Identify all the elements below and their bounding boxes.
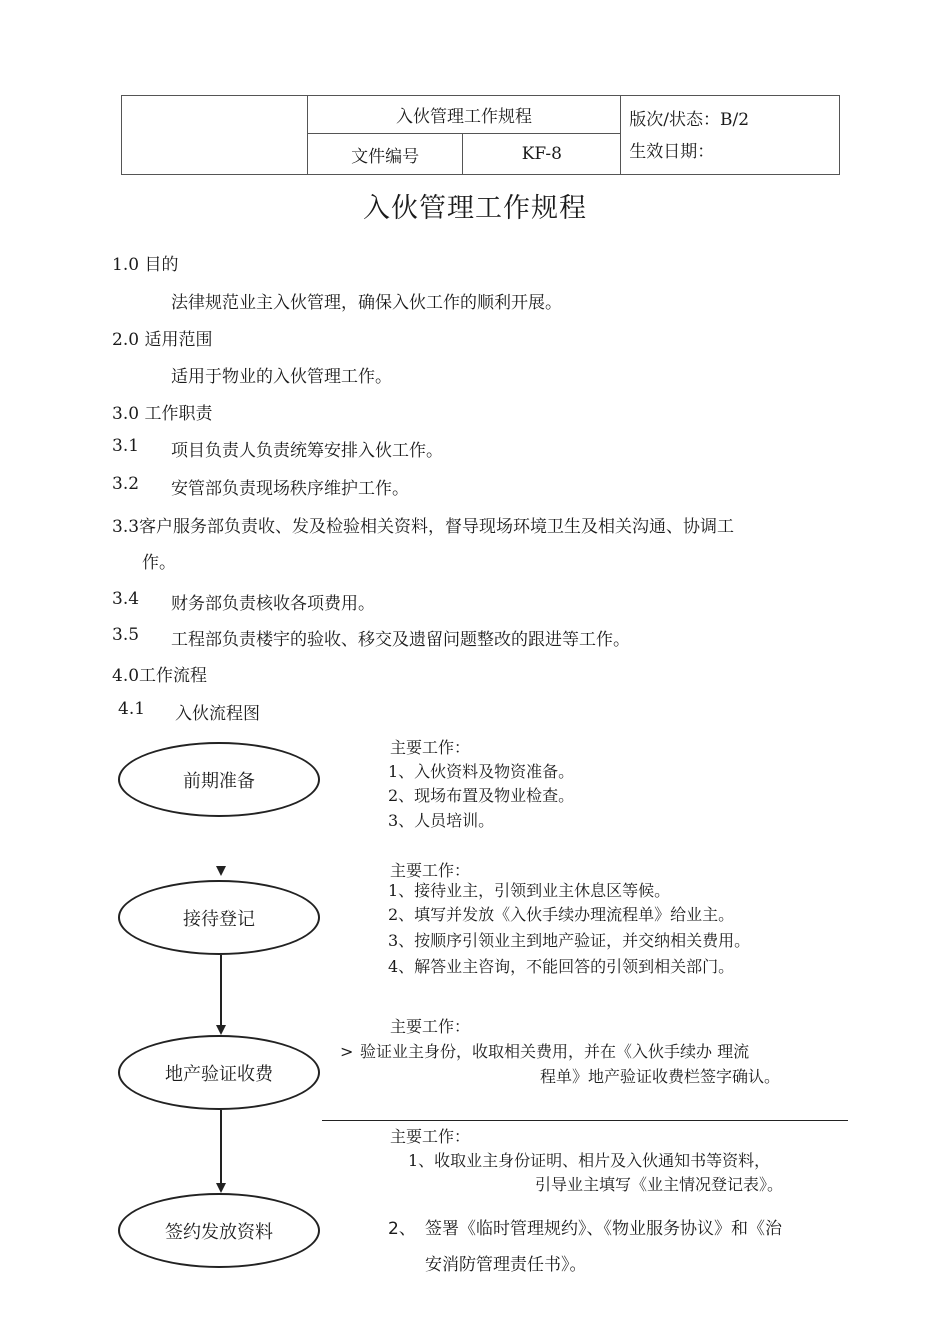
- step2-item-3: 3、按顺序引领业主到地产验证，并交纳相关费用。: [388, 931, 751, 950]
- header-table: [121, 95, 840, 175]
- section-3-5-number: 3.5: [112, 625, 140, 645]
- section-1-text: 法律规范业主入伙管理，确保入伙工作的顺利开展。: [171, 293, 562, 313]
- section-3-4-text: 财务部负责核收各项费用。: [171, 594, 375, 614]
- logo-cell: [122, 96, 308, 175]
- section-4-1-text: 入伙流程图: [175, 704, 260, 724]
- step4-item1-line2: 引导业主填写《业主情况登记表》。: [535, 1175, 784, 1194]
- step2-item-4: 4、解答业主咨询，不能回答的引领到相关部门。: [388, 957, 735, 976]
- step4-item2-line1: 签署《临时管理规约》、《物业服务协议》和《治: [425, 1219, 782, 1239]
- section-3-3-text: 3.3客户服务部负责收、发及检验相关资料，督导现场环境卫生及相关沟通、协调工: [112, 517, 735, 537]
- effective-date-text: 生效日期：: [629, 142, 715, 162]
- section-2-text: 适用于物业的入伙管理工作。: [171, 367, 392, 387]
- version-cell: [621, 96, 840, 175]
- step2-heading: 主要工作：: [390, 861, 471, 880]
- section-4-heading: 4.0工作流程: [112, 666, 208, 686]
- doc-title-cell: 入伙管理工作规程: [307, 96, 621, 134]
- section-1-heading: 1.0 目的: [112, 255, 179, 275]
- step3-line-1: 验证业主身份，收取相关费用，并在《入伙手续办 理流: [360, 1042, 750, 1061]
- step4-heading: 主要工作：: [390, 1127, 471, 1146]
- section-3-3-continued: 作。: [142, 553, 176, 573]
- divider-line: [322, 1120, 848, 1121]
- step3-bullet-icon: >: [340, 1042, 354, 1061]
- section-4-1-number: 4.1: [118, 699, 146, 719]
- section-2-heading: 2.0 适用范围: [112, 330, 213, 350]
- step1-item-1: 1、入伙资料及物资准备。: [388, 762, 575, 781]
- section-3-1-text: 项目负责人负责统筹安排入伙工作。: [171, 441, 443, 461]
- arrow-head-1: [216, 866, 226, 876]
- section-3-4-number: 3.4: [112, 589, 140, 609]
- section-3-5-text: 工程部负责楼宇的验收、移交及遗留问题整改的跟进等工作。: [171, 630, 630, 650]
- step2-item-1: 1、接待业主，引领到业主休息区等候。: [388, 881, 671, 900]
- connector-2-3: [220, 955, 222, 1025]
- step1-item-3: 3、人员培训。: [388, 811, 495, 830]
- doc-number-label: 文件编号: [307, 134, 463, 175]
- section-3-2-number: 3.2: [112, 474, 140, 494]
- flow-step-2: 接待登记: [118, 880, 320, 955]
- page-title: 入伙管理工作规程: [363, 193, 587, 224]
- connector-3-4: [220, 1110, 222, 1183]
- step2-item-2: 2、填写并发放《入伙手续办理流程单》给业主。: [388, 905, 735, 924]
- section-3-2-text: 安管部负责现场秩序维护工作。: [171, 479, 409, 499]
- step3-heading: 主要工作：: [390, 1017, 471, 1036]
- step4-item1-line1: 1、收取业主身份证明、相片及入伙通知书等资料，: [408, 1151, 771, 1170]
- arrow-head-3: [216, 1183, 226, 1193]
- flow-step-1: 前期准备: [118, 742, 320, 817]
- flow-step-4: 签约发放资料: [118, 1193, 320, 1268]
- flow-step-3: 地产验证收费: [118, 1035, 320, 1110]
- doc-number-value: KF-8: [463, 134, 621, 175]
- section-3-1-number: 3.1: [112, 436, 140, 456]
- step1-heading: 主要工作：: [390, 738, 471, 757]
- version-text: 版次/状态：B/2: [629, 110, 750, 130]
- section-3-heading: 3.0 工作职责: [112, 404, 213, 424]
- arrow-head-2: [216, 1025, 226, 1035]
- step3-line-2: 程单》地产验证收费栏签字确认。: [540, 1067, 781, 1086]
- step4-item2-number: 2、: [388, 1219, 416, 1239]
- step4-item2-line2: 安消防管理责任书》。: [425, 1255, 587, 1275]
- step1-item-2: 2、现场布置及物业检查。: [388, 786, 575, 805]
